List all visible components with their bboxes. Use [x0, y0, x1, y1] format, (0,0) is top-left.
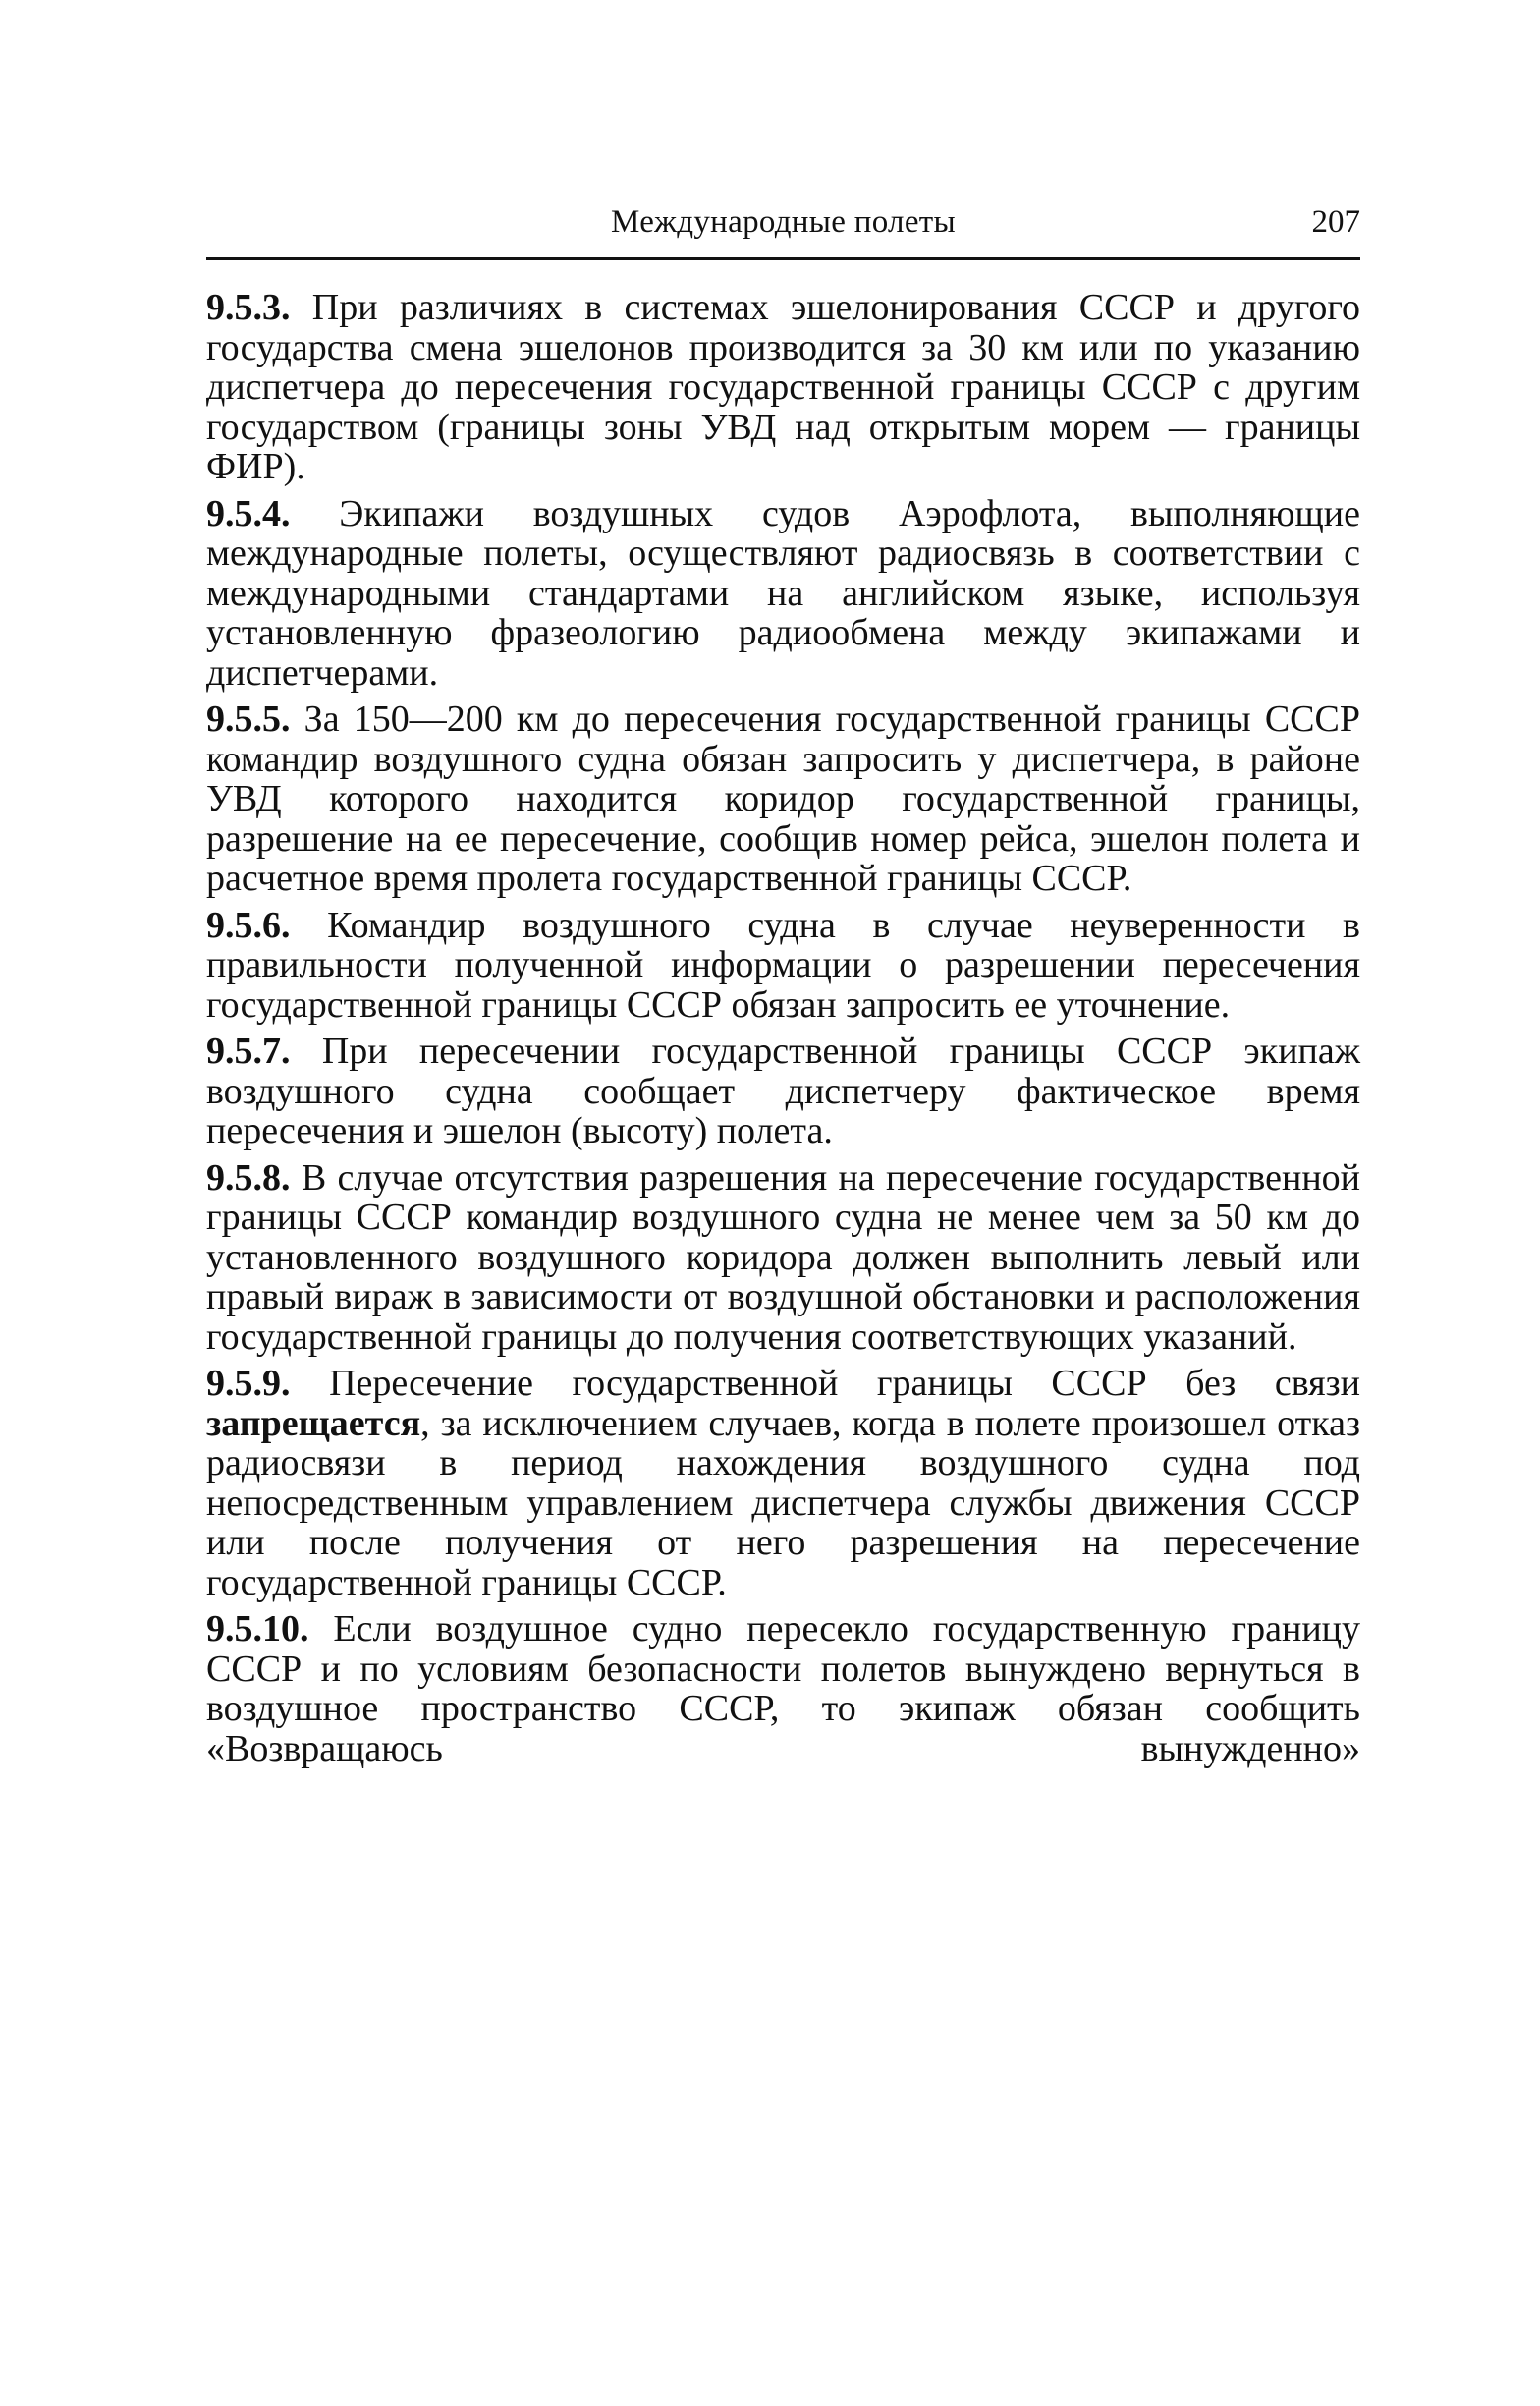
paragraph-9-5-4: [206, 494, 1360, 694]
paragraph-text-after: , за исключением случаев, когда в полете произошел отказ радиосвязи в период нахождения воздушного судна под непосредственным управлением диспетчера службы движения СССР или после получения от него разрешения на пересечение государственной границы СССР.: [206, 1402, 1360, 1603]
paragraph-number: 9.5.6.: [206, 904, 291, 946]
paragraph-number: 9.5.8.: [206, 1156, 291, 1199]
page-number: 207: [1311, 204, 1360, 240]
paragraph-number: 9.5.9.: [206, 1363, 291, 1404]
paragraph-text: Командир воздушного судна в случае неуверенности в правильности полученной информации о разрешении пересечения государственной границы СССР обязан запросить ее уточнение.: [206, 904, 1361, 1026]
paragraph-text: При различиях в системах эшелонирования СССР и другого государства смена эшелонов производится за 30 км или по указанию диспетчера до пересечения государственной границы СССР с другим государством (границы зоны УВД над открытым морем — границы ФИР).: [206, 287, 1360, 487]
paragraph-9-5-8: [206, 1158, 1360, 1358]
paragraph-text: Экипажи воздушных судов Аэрофлота, выполняющие международные полеты, осуществляют радиосвязь в соответствии с международными стандартами на английском языке, используя установленную фразеологию радиообмена между экипажами и диспетчерами.: [206, 492, 1360, 694]
running-title: Международные полеты: [611, 204, 956, 240]
document-page: [206, 196, 1360, 1768]
paragraph-text-before: Пересечение государственной границы СССР без связи: [329, 1363, 1361, 1404]
body-text: [206, 288, 1360, 1768]
paragraph-number: 9.5.7.: [206, 1031, 291, 1072]
paragraph-text: В случае отсутствия разрешения на пересечение государственной границы СССР командир воздушного судна не менее чем за 50 км до установленного воздушного коридора должен выполнить левый или правый вираж в зависимости от воздушной обстановки и расположения государственной границы до получения соответствующих указаний.: [206, 1156, 1360, 1358]
paragraph-number: 9.5.4.: [206, 492, 291, 534]
paragraph-9-5-5: [206, 699, 1360, 899]
paragraph-text: За 150—200 км до пересечения государственной границы СССР командир воздушного судна обязан запросить у диспетчера, в районе УВД которого находится коридор государственной границы, разрешение на ее пересечение, сообщив номер рейса, эшелон полета и расчетное время пролета государственной границы СССР.: [206, 699, 1360, 899]
paragraph-9-5-6: [206, 906, 1360, 1026]
paragraph-9-5-3: [206, 288, 1360, 487]
paragraph-number: 9.5.10.: [206, 1608, 309, 1650]
paragraph-number: 9.5.3.: [206, 287, 291, 328]
paragraph-text: Если воздушное судно пересекло государственную границу СССР и по условиям безопасности полетов вынуждено вернуться в воздушное пространство СССР, то экипаж обязан сообщить «Возвращаюсь вынужденно»: [206, 1608, 1360, 1769]
paragraph-text: При пересечении государственной границы СССР экипаж воздушного судна сообщает диспетчеру фактическое время пересечения и эшелон (высоту) полета.: [206, 1031, 1360, 1151]
running-header: [206, 196, 1360, 260]
paragraph-9-5-9: [206, 1364, 1360, 1602]
paragraph-number: 9.5.5.: [206, 699, 291, 740]
paragraph-9-5-10: [206, 1609, 1360, 1768]
paragraph-9-5-7: [206, 1032, 1360, 1151]
emphasis-prohibited: запрещается: [206, 1402, 421, 1444]
